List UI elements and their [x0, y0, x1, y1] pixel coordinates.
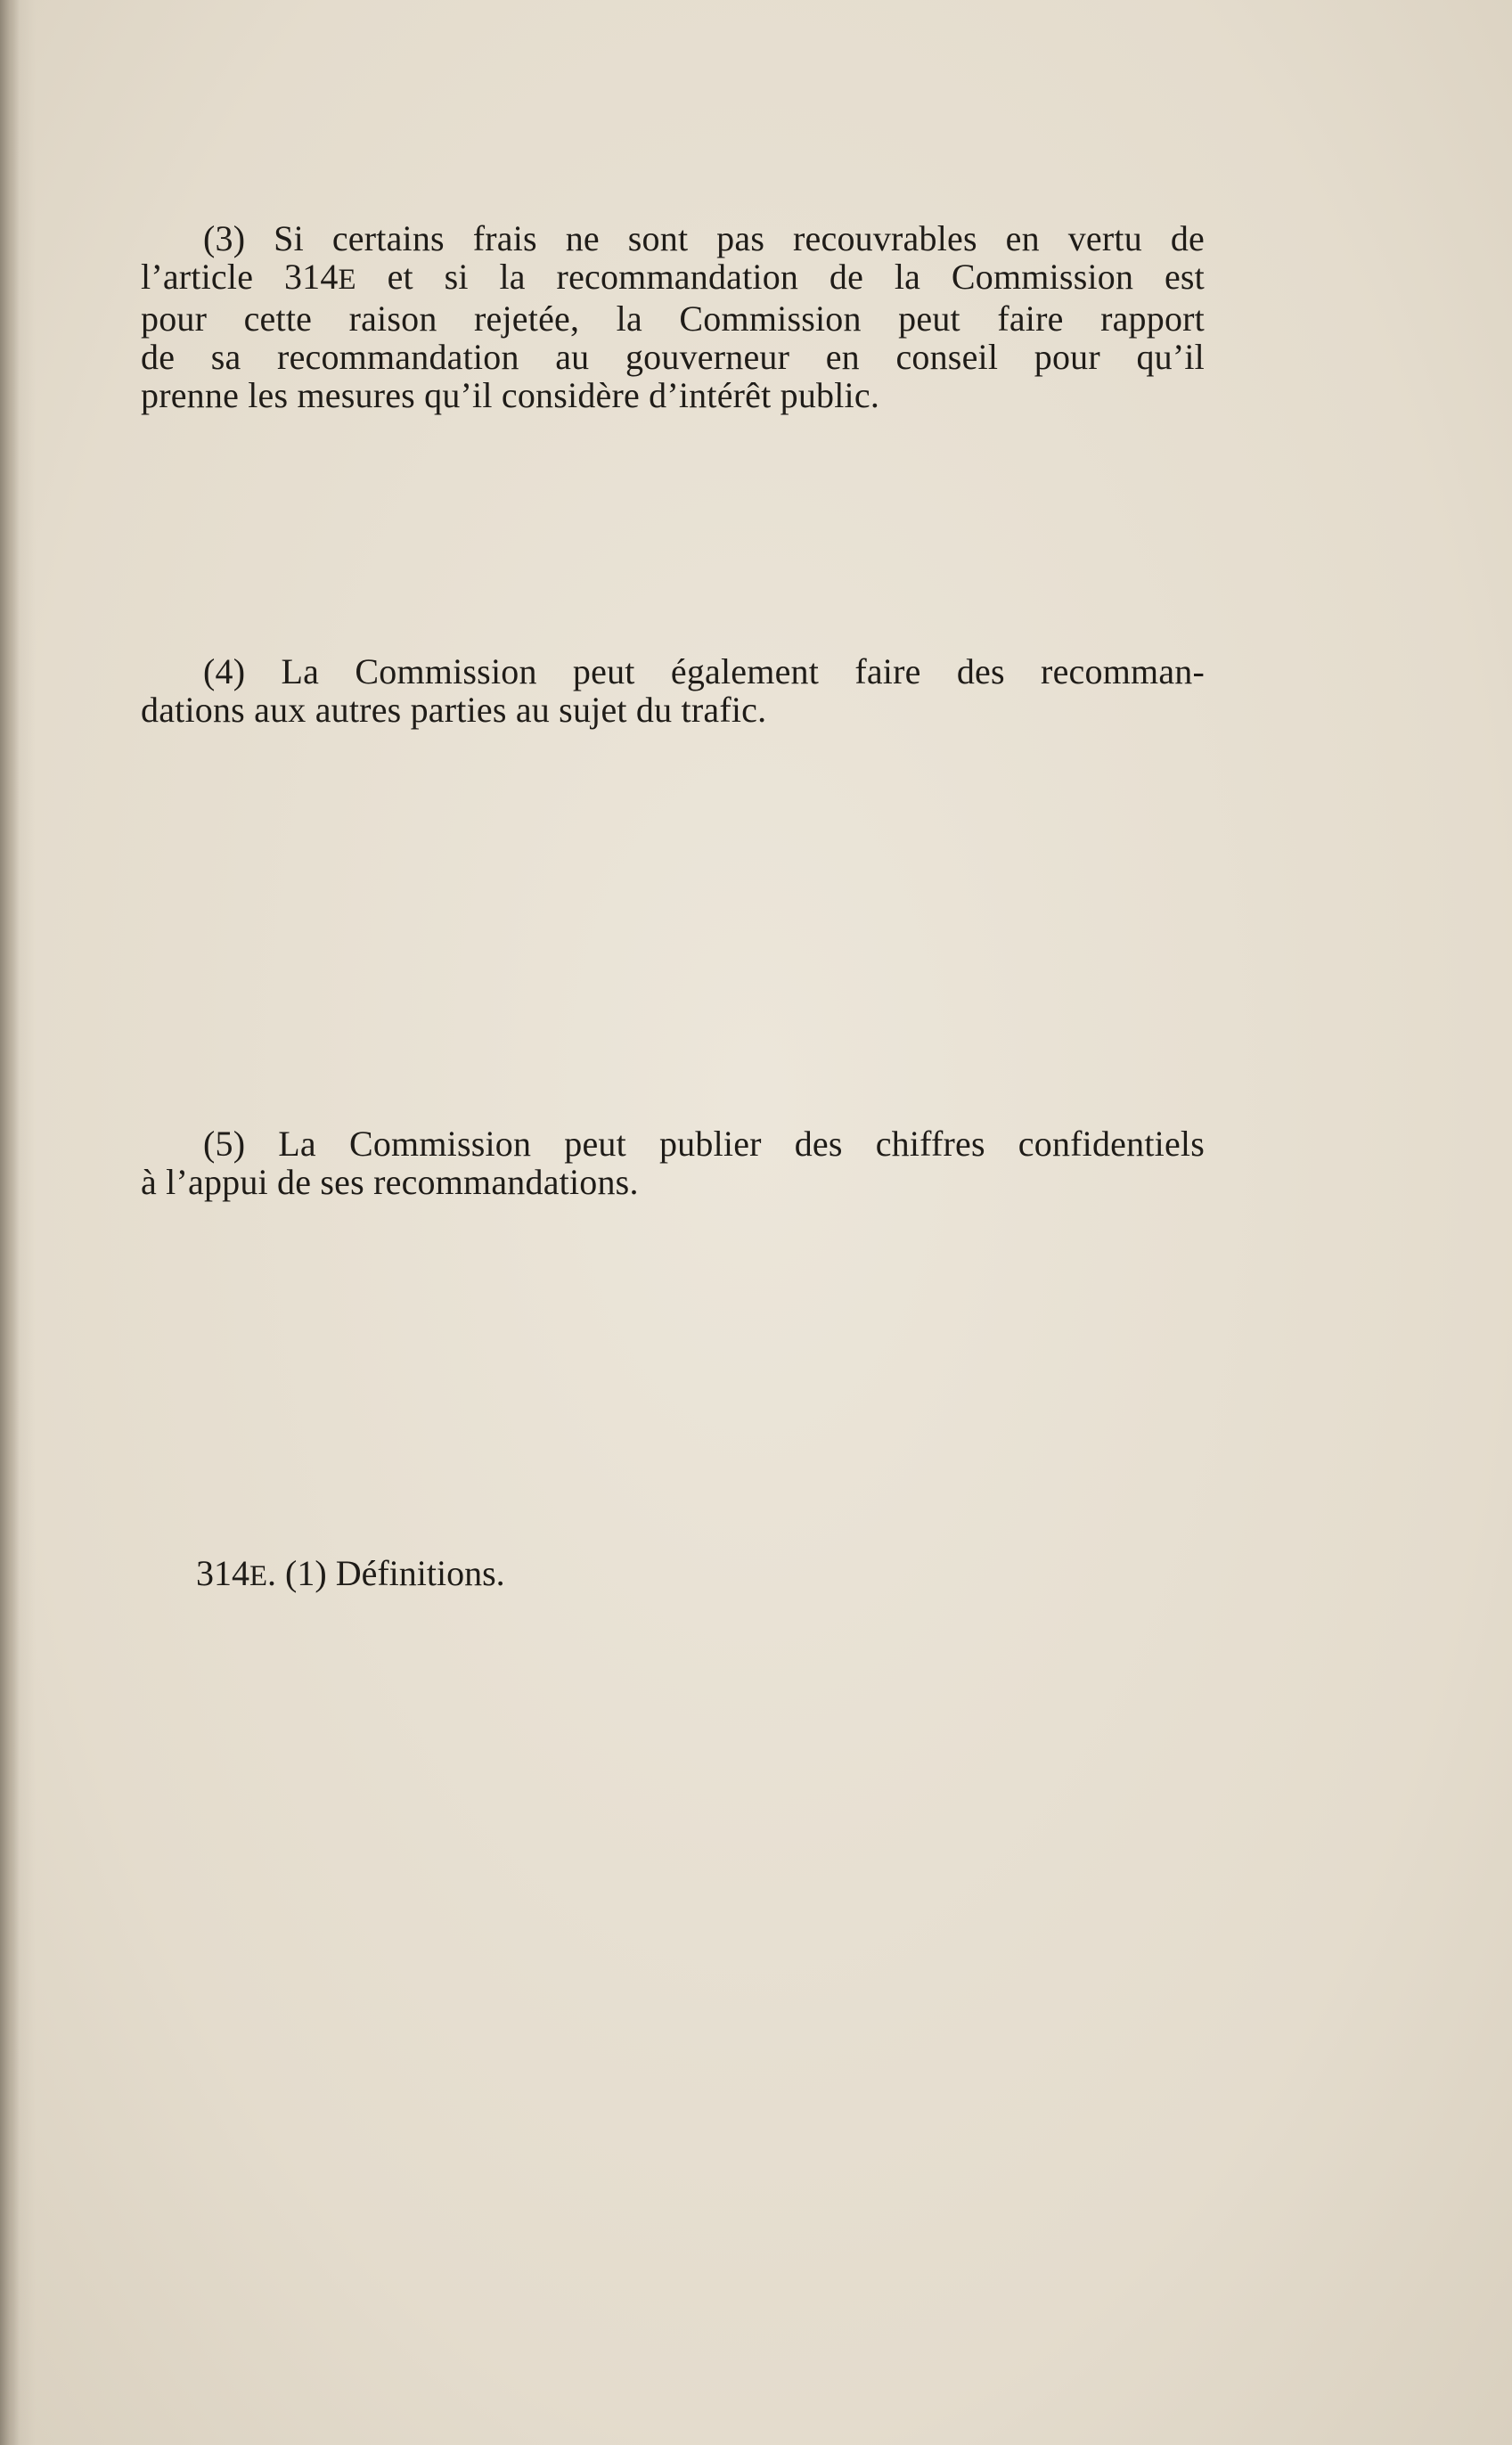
paragraph-3-line-5: prenne les mesures qu’il considère d’intérêt public. [141, 375, 880, 415]
definitions-heading-text: . (1) Définitions. [267, 1553, 505, 1593]
page-gutter-shadow [0, 0, 20, 2445]
paragraph-3-line-4: de sa recommandation au gouverneur en conseil pour qu’il [141, 337, 1205, 377]
article-reference: l’article 314 [141, 257, 339, 297]
section-suffix: E [249, 1560, 268, 1592]
paragraph-3-line-2-rest: et si la recommandation de la Commission est [387, 257, 1205, 297]
definitions-heading [196, 1554, 505, 1596]
paragraph-5-line-2: à l’appui de ses recommandations. [141, 1162, 639, 1202]
section-number: 314 [196, 1553, 249, 1593]
paragraph-3-line-2 [141, 258, 1205, 299]
paragraph-3-line-3: pour cette raison rejetée, la Commission peut faire rapport [141, 298, 1205, 339]
paragraph-4-line-1: (4) La Commission peut également faire des recomman- [203, 651, 1205, 691]
paragraph-5-line-1: (5) La Commission peut publier des chiffres confidentiels [203, 1124, 1205, 1164]
paragraph-4 [141, 652, 1205, 729]
paragraph-5 [141, 1124, 1205, 1201]
paragraph-4-line-2: dations aux autres parties au sujet du trafic. [141, 690, 767, 730]
paragraph-3 [141, 219, 1205, 414]
paragraph-3-line-1: (3) Si certains frais ne sont pas recouvrables en vertu de [203, 218, 1205, 258]
article-suffix: E [338, 264, 356, 296]
